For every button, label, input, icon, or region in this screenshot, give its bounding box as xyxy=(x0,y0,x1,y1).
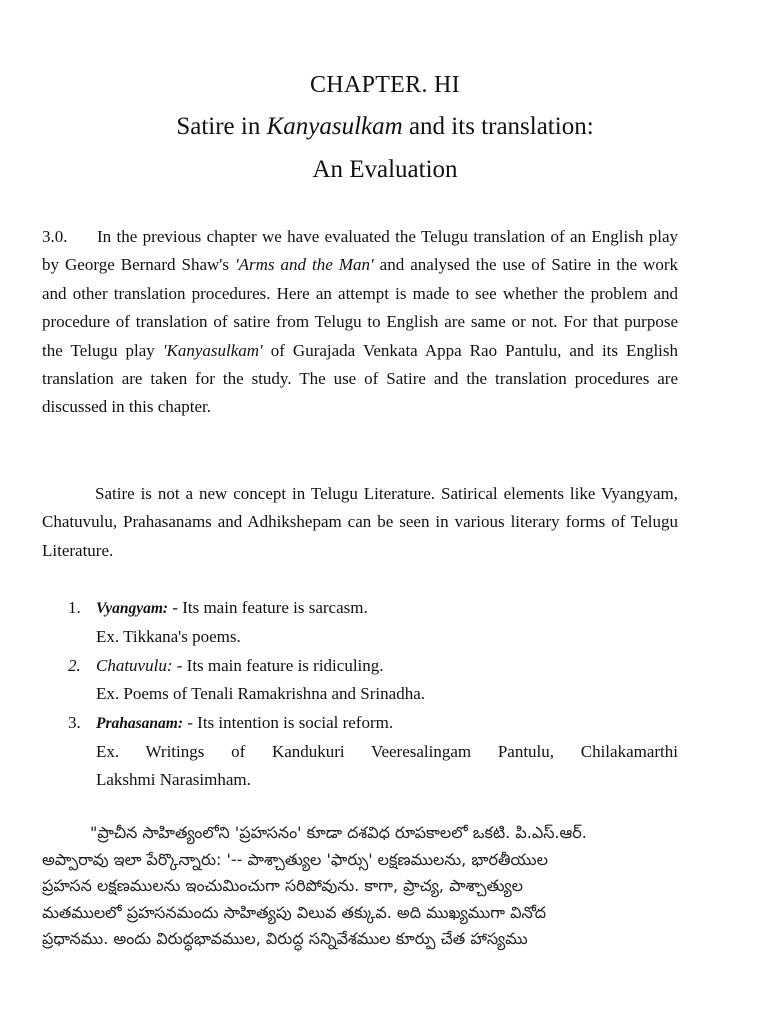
telugu-quotation xyxy=(42,820,682,953)
telugu-line: మతములలో ప్రహసనమందు సాహిత్యపు విలువ తక్కువ. అది ముఖ్యముగా వినోద xyxy=(42,902,547,922)
list-term: Chatuvulu: xyxy=(96,655,173,675)
satire-forms-list xyxy=(68,594,678,795)
telugu-line: ప్రహసన లక్షణములను ఇంచుమించుగా సరిపోవును. కాగా, ప్రాచ్య, పాశ్చాత్యుల xyxy=(42,876,524,895)
telugu-line: "ప్రాచీన సాహిత్యంలోని 'ప్రహసనం' కూడా దశవిధ రూపకాలలో ఒకటి. పి.ఎస్.ఆర్. xyxy=(90,823,587,842)
chapter-subtitle: An Evaluation xyxy=(312,156,458,183)
paragraph-text: and analysed the use of Satire in the work and other translation procedures. Here an attempt is made to see whether the problem and procedure of translation of satire from Telugu to English are same or not. For that purpose the Telugu play xyxy=(42,255,678,360)
list-item xyxy=(68,594,678,623)
play-title-kanyasulkam: 'Kanyasulkam' xyxy=(162,340,263,360)
section-number: 3.0. xyxy=(42,227,68,246)
list-term: Vyangyam: xyxy=(96,600,169,617)
list-term: Prahasanam: xyxy=(96,714,183,732)
list-description: - Its main feature is sarcasm. xyxy=(168,598,368,617)
list-example-continued: Lakshmi Narasimham. xyxy=(96,770,251,790)
paragraph-text: of Gurajada Venkata Appa Rao Pantulu, and its English translation are taken for the study. The use of Satire and the translation procedures are discussed in this chapter. xyxy=(42,340,679,417)
list-description: - Its intention is social reform. xyxy=(183,712,394,732)
list-number: 2. xyxy=(68,655,81,675)
list-example: Ex. Tikkana's poems. xyxy=(96,627,241,647)
paragraph-satire xyxy=(42,480,678,565)
list-number: 3. xyxy=(68,712,81,732)
paragraph-intro xyxy=(42,223,678,422)
list-description: - Its main feature is ridiculing. xyxy=(172,655,384,675)
list-item xyxy=(68,652,678,680)
title-suffix: and its translation: xyxy=(402,113,594,140)
title-prefix: Satire in xyxy=(176,113,267,140)
title-emphasis: Kanyasulkam xyxy=(266,113,403,140)
list-number: 1. xyxy=(68,598,81,617)
chapter-heading: CHAPTER. HI xyxy=(310,72,460,98)
telugu-line: అప్పారావు ఇలా పేర్కొన్నారు: '-- పాశ్చాత్యుల 'ఫార్సు' లక్షణములను, భారతీయుల xyxy=(42,849,548,869)
list-example: Ex. Poems of Tenali Ramakrishna and Srinadha. xyxy=(96,684,425,704)
telugu-line: ప్రధానము. అందు విరుద్ధభావముల, విరుద్ధ సన్నివేశముల కూర్పు చేత హాస్యము xyxy=(42,929,528,948)
chapter-title xyxy=(0,113,770,141)
paragraph-text: Satire is not a new concept in Telugu Literature. Satirical elements like Vyangyam, Chatuvulu, Prahasanams and Adhikshepam can be seen in various literary forms of Telugu Literature. xyxy=(42,484,678,560)
list-example: Ex. Writings of Kandukuri Veeresalingam Pantulu, Chilakamarthi xyxy=(96,742,678,762)
list-item xyxy=(68,709,678,738)
play-title-arms: 'Arms and the Man' xyxy=(235,255,374,275)
paragraph-text: In the previous chapter we have evaluated the Telugu translation of an English play by George Bernard Shaw's xyxy=(42,227,678,275)
